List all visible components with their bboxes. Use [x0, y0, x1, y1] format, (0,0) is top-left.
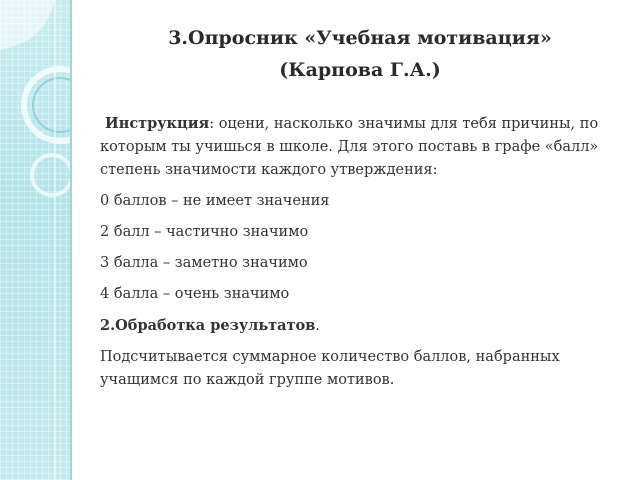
slide-content [100, 0, 620, 480]
processing-heading: 2.Обработка результатов [100, 317, 316, 334]
slide-title [100, 22, 620, 86]
title-line-2: (Карпова Г.А.) [279, 59, 441, 81]
decorative-side-panel [0, 0, 72, 480]
title-line-1: 3.Опросник «Учебная мотивация» [168, 27, 552, 49]
scale-item: 4 балла – очень значимо [100, 286, 290, 302]
instruction-text: : оцени, насколько значимы для тебя причины, по которым ты учишься в школе. Для этого поставь в графе «балл» степень значимости каждого утверждения: [100, 116, 599, 178]
slide-body [100, 112, 615, 400]
scale-item: 3 балла – заметно значимо [100, 255, 308, 271]
instruction-label: Инструкция [105, 115, 210, 132]
decorative-circles-graphic [0, 0, 72, 480]
processing-text: Подсчитывается суммарное количество баллов, набранных учащимся по каждой группе мотивов. [100, 349, 560, 388]
processing-heading-paragraph [100, 314, 615, 338]
instruction-paragraph [100, 112, 615, 182]
processing-heading-suffix: . [315, 318, 320, 334]
scale-item: 0 баллов – не имеет значения [100, 193, 330, 209]
scale-item: 2 балл – частично значимо [100, 224, 309, 240]
